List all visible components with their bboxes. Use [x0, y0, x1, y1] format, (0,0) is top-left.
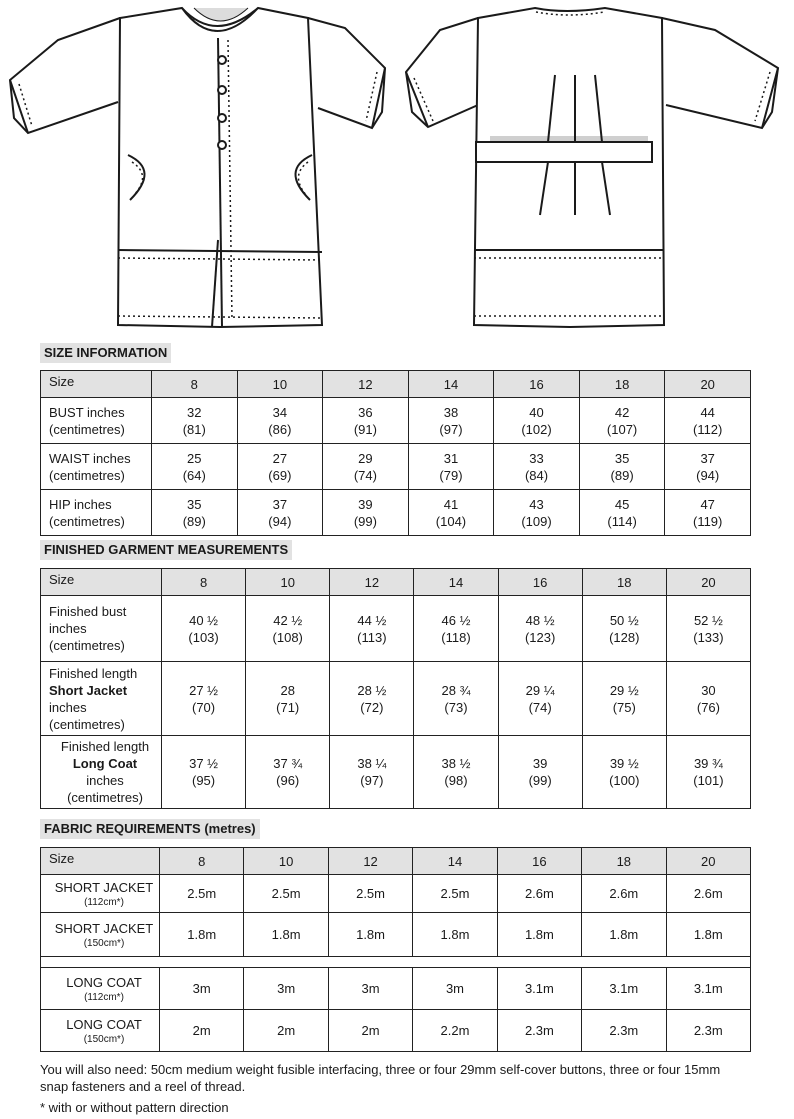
table-cell: 35 (89): [579, 444, 665, 490]
header-cell: Size: [41, 371, 152, 398]
header-cell: 14: [414, 569, 498, 596]
garment-illustrations: [0, 0, 794, 335]
header-cell: 14: [413, 848, 497, 875]
table-cell: 2.5m: [328, 875, 412, 913]
header-cell: 20: [666, 848, 750, 875]
size-information-title: SIZE INFORMATION: [40, 343, 171, 363]
table-cell: 39 (99): [323, 490, 409, 536]
table-cell: 33 (84): [494, 444, 580, 490]
row-label: Finished bust inches (centimetres): [41, 596, 162, 662]
spacer-row: [41, 957, 751, 968]
header-cell: 18: [579, 371, 665, 398]
table-cell: 29 ½ (75): [582, 662, 666, 736]
table-cell: 2.3m: [666, 1010, 750, 1052]
table-cell: 29 (74): [323, 444, 409, 490]
header-cell: 18: [582, 569, 666, 596]
table-cell: 2.6m: [497, 875, 581, 913]
table-cell: 38 ½ (98): [414, 736, 498, 809]
row-label: SHORT JACKET (150cm*): [41, 913, 160, 957]
table-row: [41, 490, 751, 536]
header-cell: 20: [665, 371, 751, 398]
pattern-direction-note: * with or without pattern direction: [40, 1100, 229, 1115]
table-cell: 39 ¾ (101): [666, 736, 750, 809]
header-cell: 10: [246, 569, 330, 596]
table-cell: 31 (79): [408, 444, 494, 490]
table-cell: 2.5m: [244, 875, 328, 913]
table-cell: 37 ¾ (96): [246, 736, 330, 809]
table-row: [41, 913, 751, 957]
back-view-drawing: [406, 8, 778, 327]
table-cell: 3m: [413, 968, 497, 1010]
table-cell: 3m: [160, 968, 244, 1010]
table-cell: 3.1m: [666, 968, 750, 1010]
table-cell: 50 ½ (128): [582, 596, 666, 662]
table-cell: 41 (104): [408, 490, 494, 536]
also-need-note: You will also need: 50cm medium weight fusible interfacing, three or four 29mm self-cover buttons, three or four 15mm snap fasteners and a reel of thread.: [40, 1062, 721, 1094]
table-row: [41, 1010, 751, 1052]
row-label: LONG COAT (112cm*): [41, 968, 160, 1010]
table-row: [41, 875, 751, 913]
finished-measurements-title: FINISHED GARMENT MEASUREMENTS: [40, 540, 292, 560]
table-row: [41, 736, 751, 809]
table-cell: 34 (86): [237, 398, 323, 444]
table-cell: 1.8m: [582, 913, 666, 957]
table-cell: 3m: [244, 968, 328, 1010]
header-cell: 18: [582, 848, 666, 875]
header-cell: 8: [160, 848, 244, 875]
header-cell: 12: [330, 569, 414, 596]
table-cell: 2.2m: [413, 1010, 497, 1052]
header-cell: 8: [162, 569, 246, 596]
table-cell: 36 (91): [323, 398, 409, 444]
header-cell: Size: [41, 848, 160, 875]
row-label: Finished length Long Coat inches (centimetres): [41, 736, 162, 809]
table-cell: 37 ½ (95): [162, 736, 246, 809]
row-label: LONG COAT (150cm*): [41, 1010, 160, 1052]
row-label: SHORT JACKET (112cm*): [41, 875, 160, 913]
table-row: [41, 968, 751, 1010]
table-cell: 42 (107): [579, 398, 665, 444]
row-label: BUST inches (centimetres): [41, 398, 152, 444]
table-cell: 2.3m: [582, 1010, 666, 1052]
table-cell: 44 (112): [665, 398, 751, 444]
table-cell: 38 (97): [408, 398, 494, 444]
table-cell: 38 ¼ (97): [330, 736, 414, 809]
table-cell: 2m: [160, 1010, 244, 1052]
table-cell: 37 (94): [665, 444, 751, 490]
table-header-row: [41, 848, 751, 875]
header-cell: 14: [408, 371, 494, 398]
fabric-requirements-title: FABRIC REQUIREMENTS (metres): [40, 819, 260, 839]
table-header-row: [41, 569, 751, 596]
table-cell: 2m: [244, 1010, 328, 1052]
table-cell: 39 (99): [498, 736, 582, 809]
header-cell: 20: [666, 569, 750, 596]
table-cell: 3.1m: [582, 968, 666, 1010]
table-cell: 2.5m: [160, 875, 244, 913]
table-row: [41, 662, 751, 736]
header-cell: 12: [323, 371, 409, 398]
table-cell: 52 ½ (133): [666, 596, 750, 662]
table-cell: 42 ½ (108): [246, 596, 330, 662]
header-cell: Size: [41, 569, 162, 596]
table-cell: 40 ½ (103): [162, 596, 246, 662]
table-cell: 28 ½ (72): [330, 662, 414, 736]
table-cell: 45 (114): [579, 490, 665, 536]
finished-measurements-table: [40, 568, 751, 809]
header-cell: 16: [497, 848, 581, 875]
table-cell: 3m: [328, 968, 412, 1010]
table-cell: 27 ½ (70): [162, 662, 246, 736]
table-cell: 25 (64): [152, 444, 238, 490]
row-label: WAIST inches (centimetres): [41, 444, 152, 490]
table-cell: 1.8m: [244, 913, 328, 957]
table-cell: 30 (76): [666, 662, 750, 736]
table-cell: 32 (81): [152, 398, 238, 444]
table-cell: 2.6m: [582, 875, 666, 913]
table-cell: 2.6m: [666, 875, 750, 913]
table-cell: 2.5m: [413, 875, 497, 913]
table-cell: 1.8m: [413, 913, 497, 957]
table-cell: 35 (89): [152, 490, 238, 536]
row-label: Finished length Short Jacket inches (centimetres): [41, 662, 162, 736]
table-header-row: [41, 371, 751, 398]
table-cell: 40 (102): [494, 398, 580, 444]
table-row: [41, 444, 751, 490]
table-cell: 43 (109): [494, 490, 580, 536]
table-cell: 3.1m: [497, 968, 581, 1010]
table-cell: 2.3m: [497, 1010, 581, 1052]
table-cell: 46 ½ (118): [414, 596, 498, 662]
table-cell: 39 ½ (100): [582, 736, 666, 809]
table-cell: 1.8m: [497, 913, 581, 957]
header-cell: 16: [494, 371, 580, 398]
table-row: [41, 596, 751, 662]
table-cell: 1.8m: [666, 913, 750, 957]
size-information-table: [40, 370, 751, 536]
row-label: HIP inches (centimetres): [41, 490, 152, 536]
header-cell: 8: [152, 371, 238, 398]
table-cell: 27 (69): [237, 444, 323, 490]
table-cell: 28 (71): [246, 662, 330, 736]
header-cell: 12: [328, 848, 412, 875]
header-cell: 10: [237, 371, 323, 398]
table-cell: 29 ¼ (74): [498, 662, 582, 736]
header-cell: 16: [498, 569, 582, 596]
table-cell: 48 ½ (123): [498, 596, 582, 662]
front-view-drawing: [10, 8, 385, 327]
table-cell: 28 ¾ (73): [414, 662, 498, 736]
table-cell: 1.8m: [328, 913, 412, 957]
table-cell: 2m: [328, 1010, 412, 1052]
table-cell: 1.8m: [160, 913, 244, 957]
table-cell: 44 ½ (113): [330, 596, 414, 662]
table-row: [41, 398, 751, 444]
fabric-requirements-table: [40, 847, 751, 1052]
table-cell: 47 (119): [665, 490, 751, 536]
header-cell: 10: [244, 848, 328, 875]
table-cell: 37 (94): [237, 490, 323, 536]
